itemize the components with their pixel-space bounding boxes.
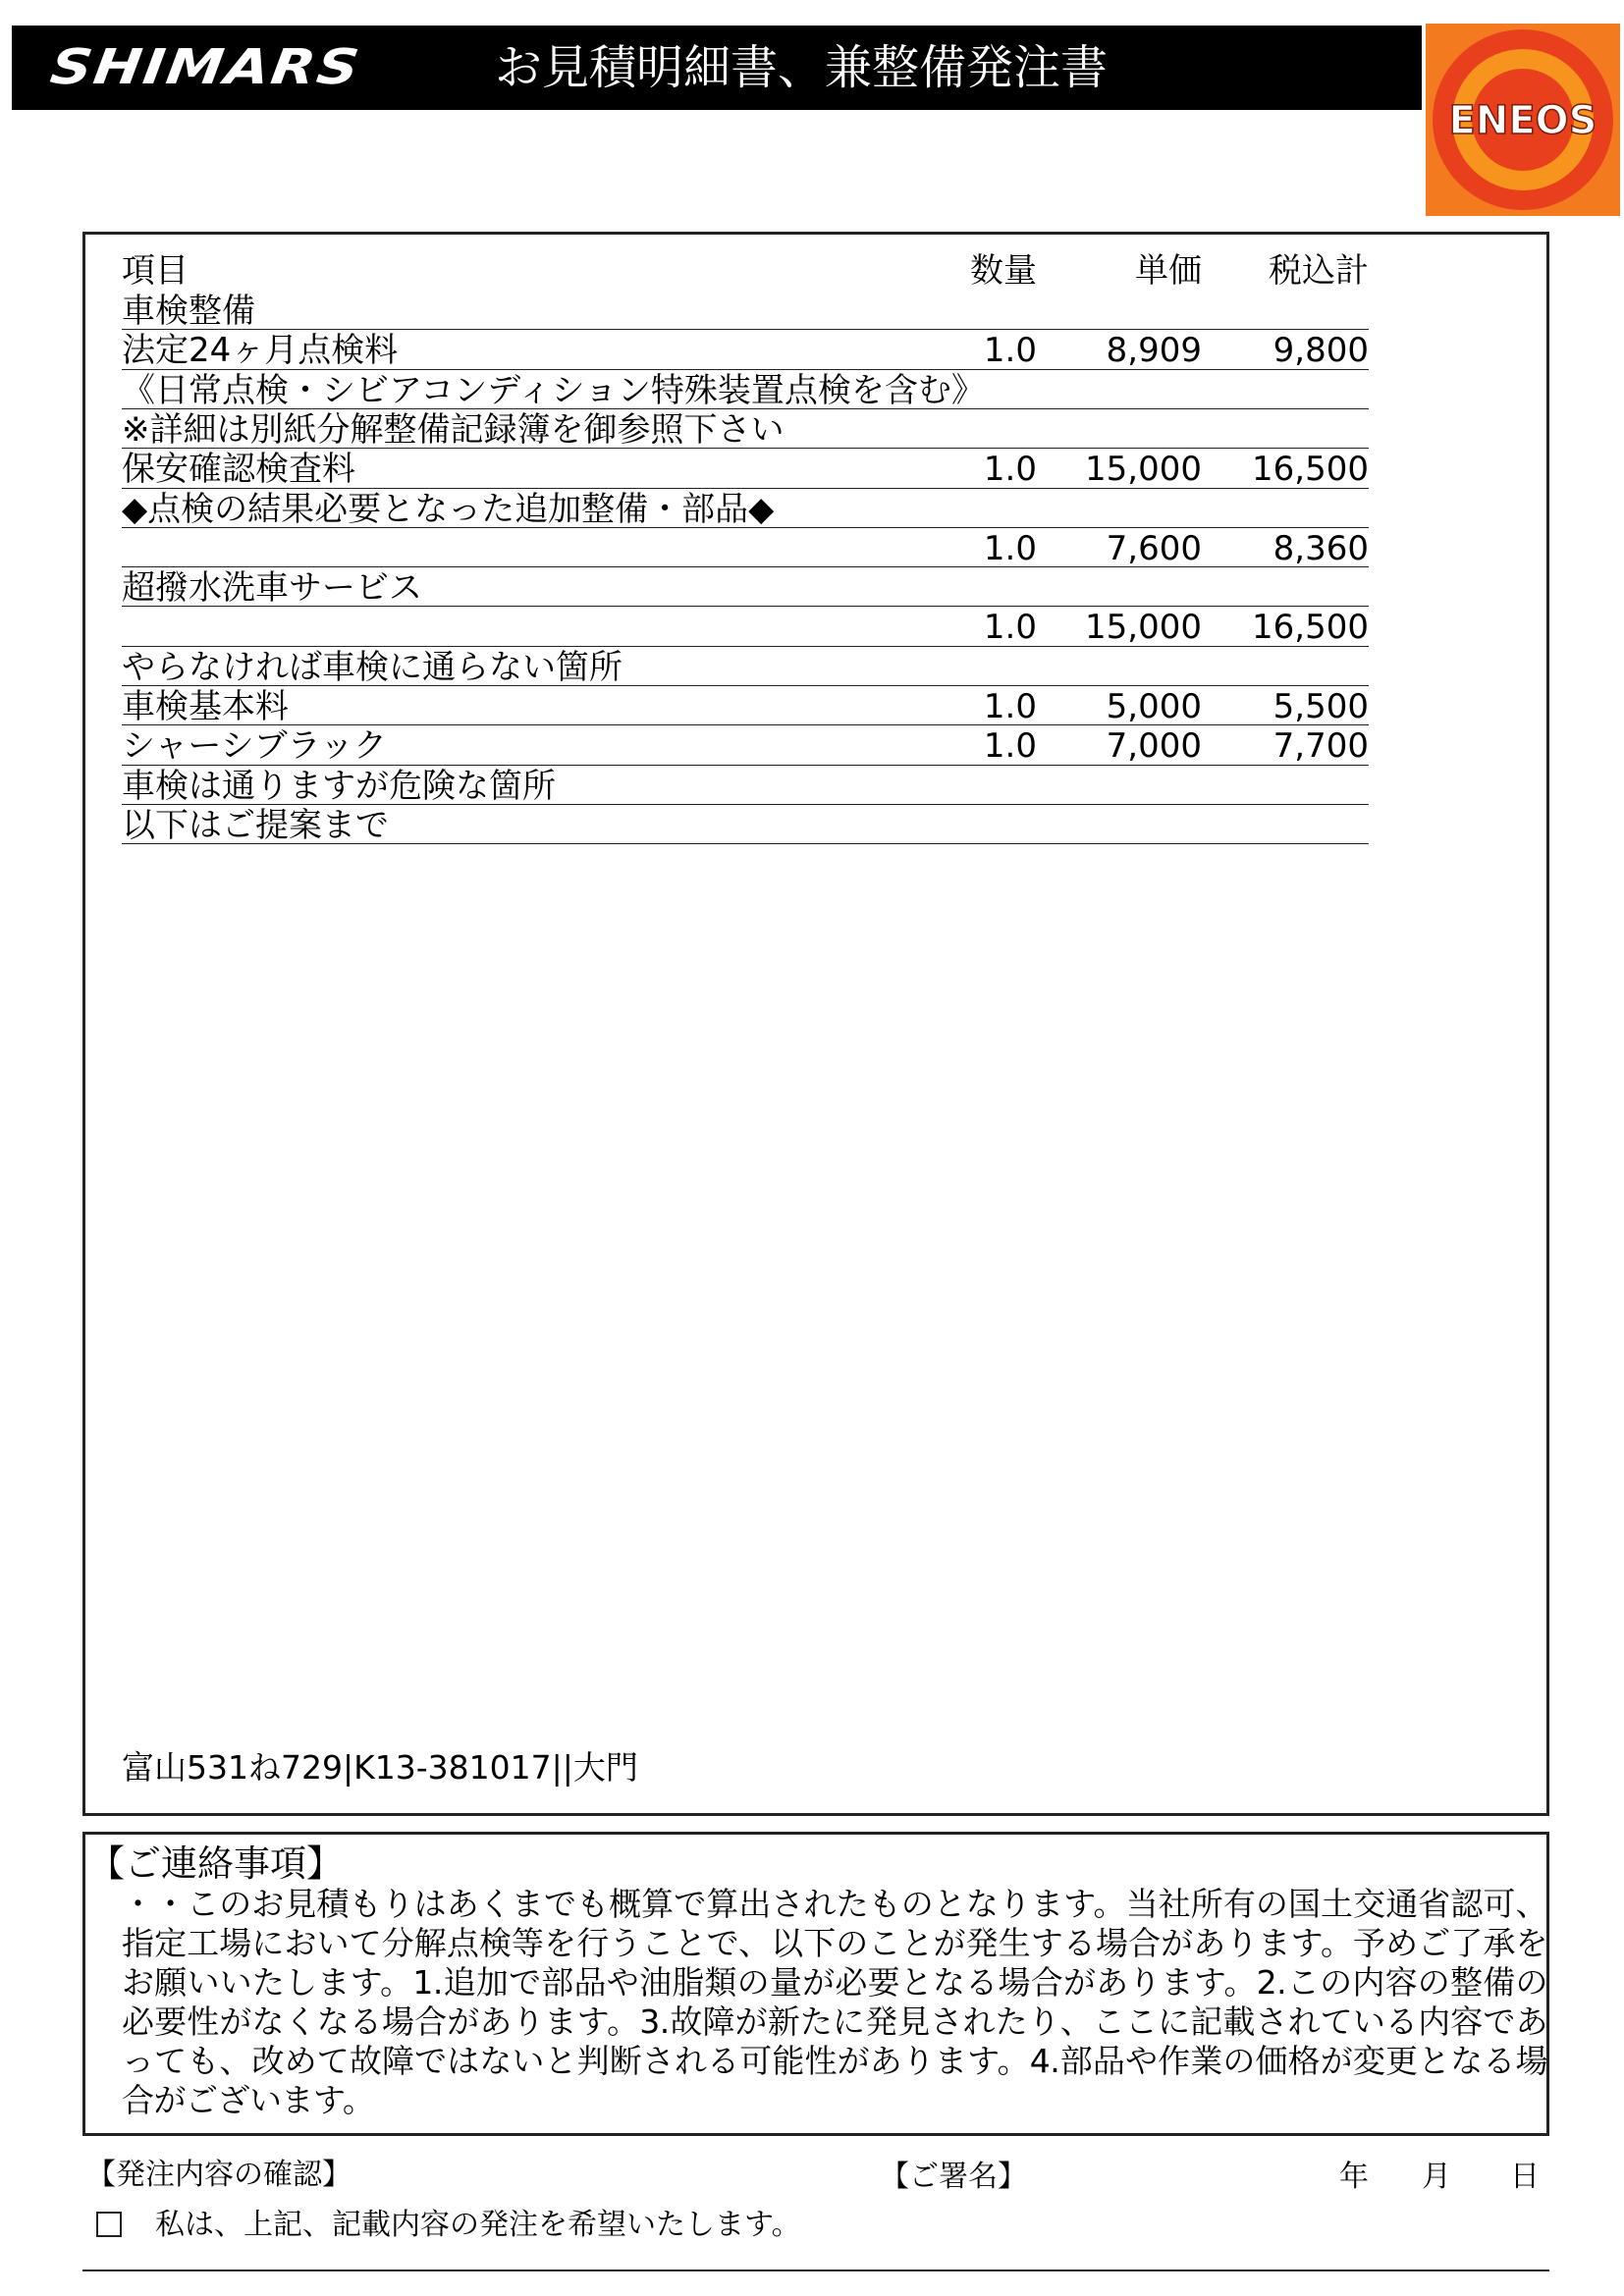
row-divider: [122, 843, 1369, 844]
bottom-divider: [82, 2269, 1549, 2271]
row-unit-price: 5,000: [1106, 687, 1202, 726]
order-confirmation-label: 【発注内容の確認】: [86, 2158, 352, 2192]
row-item: やらなければ車検に通らない箇所: [122, 647, 623, 687]
date-year-label: 年: [1339, 2160, 1369, 2194]
row-divider: [122, 804, 1369, 805]
row-unit-price: 7,600: [1106, 528, 1202, 568]
column-header-total: 税込計: [1269, 251, 1369, 291]
row-divider: [122, 369, 1369, 370]
row-quantity: 1.0: [983, 726, 1037, 767]
row-total: 7,700: [1272, 726, 1369, 767]
row-quantity: 1.0: [983, 608, 1037, 648]
notes-heading: 【ご連絡事項】: [88, 1842, 343, 1885]
row-quantity: 1.0: [983, 528, 1037, 568]
row-divider: [122, 527, 1369, 528]
row-divider: [122, 685, 1369, 686]
row-divider: [122, 408, 1369, 409]
row-item: 超撥水洗車サービス: [122, 568, 422, 609]
order-consent-text: 私は、上記、記載内容の発注を希望いたします。: [155, 2208, 801, 2242]
eneos-logo: [1426, 24, 1620, 216]
row-quantity: 1.0: [983, 450, 1037, 490]
row-divider: [122, 606, 1369, 607]
document-title: お見積明細書、兼整備発注書: [495, 40, 1109, 95]
row-item: 保安確認検査料: [122, 450, 355, 490]
row-item: 車検は通りますが危険な箇所: [122, 766, 556, 806]
row-item: 車検基本料: [122, 687, 289, 726]
row-unit-price: 7,000: [1106, 726, 1202, 767]
row-divider: [122, 566, 1369, 567]
row-total: 16,500: [1252, 608, 1369, 648]
row-quantity: 1.0: [983, 331, 1037, 371]
date-day-label: 日: [1510, 2160, 1540, 2194]
row-divider: [122, 765, 1369, 766]
signature-label: 【ご署名】: [880, 2160, 1027, 2194]
row-divider: [122, 724, 1369, 725]
row-item: 以下はご提案まで: [122, 805, 389, 845]
row-divider: [122, 488, 1369, 489]
order-consent-checkbox[interactable]: [96, 2212, 122, 2237]
row-item: ◆点検の結果必要となった追加整備・部品◆: [122, 489, 775, 529]
row-item: ※詳細は別紙分解整備記録簿を御参照下さい: [122, 409, 785, 450]
column-header-unit-price: 単価: [1135, 251, 1202, 291]
eneos-logo-text: ENEOS: [1448, 98, 1597, 143]
row-total: 5,500: [1272, 687, 1369, 726]
vehicle-info: 富山531ね729|K13-381017||大門: [122, 1748, 638, 1787]
column-header-qty: 数量: [970, 251, 1037, 291]
row-total: 8,360: [1272, 528, 1369, 568]
date-month-label: 月: [1422, 2160, 1451, 2194]
brand-logo: SHIMARS: [46, 38, 364, 95]
row-divider: [122, 448, 1369, 449]
row-unit-price: 15,000: [1085, 608, 1202, 648]
row-item: 法定24ヶ月点検料: [122, 331, 399, 371]
row-item: 《日常点検・シビアコンディション特殊装置点検を含む》: [122, 370, 985, 410]
notes-body: ・・このお見積もりはあくまでも概算で算出されたものとなります。当社所有の国土交通省認可、指定工場において分解点検等を行うことで、以下のことが発生する場合があります。予めご了承をお願いいたします。1.追加で部品や油脂類の量が必要となる場合があります。2.この内容の整備の必要性がなくなる場合があります。3.故障が新たに発見されたり、ここに記載されている内容であっても、改めて故障ではないと判断される可能性があります。4.部品や作業の価格が変更となる場合がございます。: [122, 1885, 1547, 2119]
row-unit-price: 15,000: [1085, 450, 1202, 490]
row-quantity: 1.0: [983, 687, 1037, 726]
column-header-item: 項目: [122, 251, 189, 291]
row-divider: [122, 646, 1369, 647]
row-item: シャーシブラック: [122, 726, 387, 767]
row-unit-price: 8,909: [1106, 331, 1202, 371]
row-divider: [122, 329, 1369, 330]
row-total: 9,800: [1272, 331, 1369, 371]
row-total: 16,500: [1252, 450, 1369, 490]
row-item: 車検整備: [122, 292, 255, 331]
